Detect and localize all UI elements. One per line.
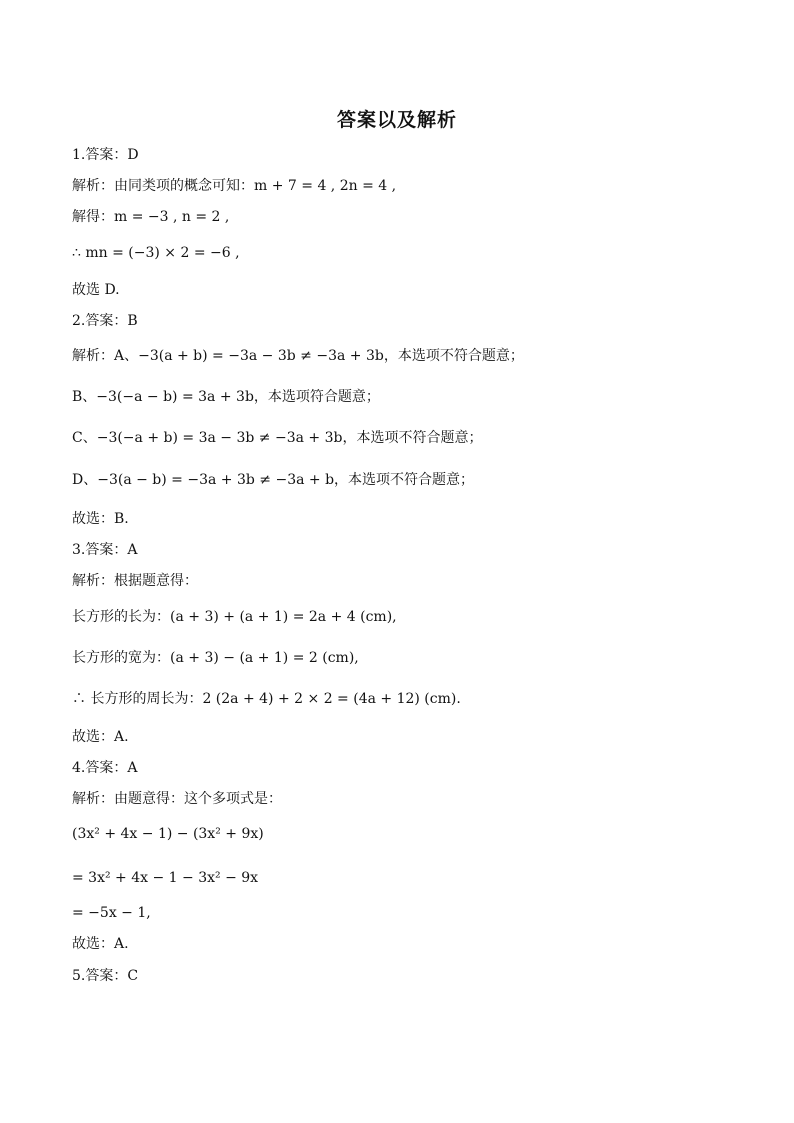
q1-solve: 解得：m = −3 , n = 2 ,	[72, 209, 230, 225]
q3-analysis: 解析：根据题意得：	[72, 573, 198, 589]
q3-length: 长方形的长为：(a + 3) + (a + 1) = 2a + 4 (cm),	[72, 609, 397, 625]
q2-option-b: B、−3(−a − b) = 3a + 3b，本选项符合题意；	[72, 389, 380, 405]
q2-option-a: 解析：A、−3(a + b) = −3a − 3b ≠ −3a + 3b，本选项不符合题意；	[72, 348, 524, 364]
q2-choice: 故选：B.	[72, 511, 129, 527]
q4-answer: 4.答案：A	[72, 760, 138, 776]
q4-choice: 故选：A.	[72, 936, 129, 952]
q5-answer: 5.答案：C	[72, 968, 139, 984]
q3-choice: 故选：A.	[72, 729, 129, 745]
q1-answer: 1.答案：D	[72, 147, 139, 163]
q3-perimeter: ∴ 长方形的周长为：2 (2a + 4) + 2 × 2 = (4a + 12) (cm).	[72, 691, 461, 707]
q3-width: 长方形的宽为：(a + 3) − (a + 1) = 2 (cm),	[72, 650, 359, 666]
q1-analysis: 解析：由同类项的概念可知：m + 7 = 4 , 2n = 4 ,	[72, 178, 397, 194]
q2-option-c: C、−3(−a + b) = 3a − 3b ≠ −3a + 3b，本选项不符合题意；	[72, 430, 483, 446]
q4-expression: (3x² + 4x − 1) − (3x² + 9x)	[72, 826, 264, 842]
page-title: 答案以及解析	[336, 109, 457, 131]
q1-result: ∴ mn = (−3) × 2 = −6 ,	[72, 245, 240, 261]
q4-step: = 3x² + 4x − 1 − 3x² − 9x	[72, 870, 259, 886]
q1-choice: 故选 D.	[72, 282, 120, 298]
q4-analysis: 解析：由题意得：这个多项式是：	[72, 791, 282, 807]
q2-answer: 2.答案：B	[72, 313, 138, 329]
q2-option-d: D、−3(a − b) = −3a + 3b ≠ −3a + b，本选项不符合题意；	[72, 472, 475, 488]
q4-result: = −5x − 1,	[72, 905, 151, 921]
q3-answer: 3.答案：A	[72, 542, 138, 558]
